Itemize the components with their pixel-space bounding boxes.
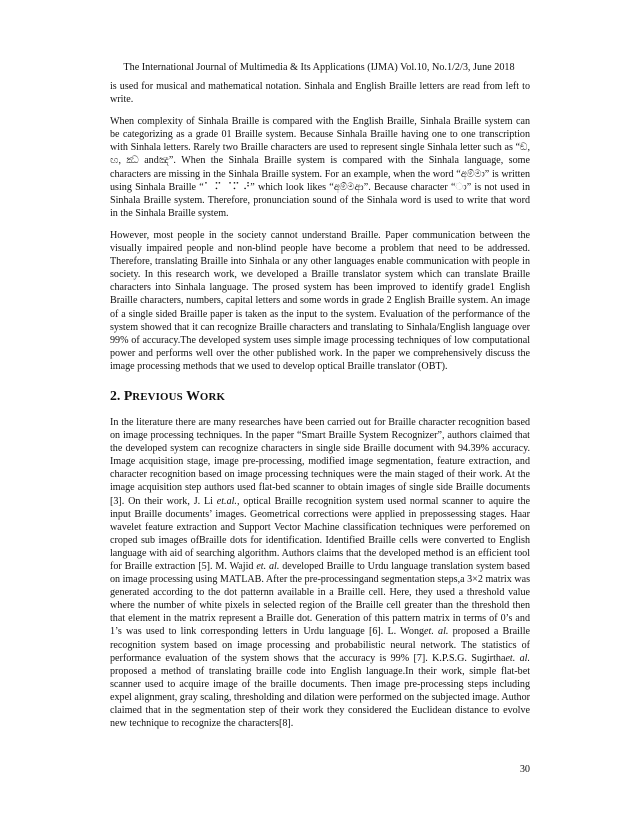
p4-text-5: proposed a method of translating braille code into English language.In their work, simple flat-bet scanner used to acquire image of the braille documents. Then image pre-processing steps including expel alignment, gray scaling, thresholding and dilation were performed on the subjected image. Author claimed that in the segmentation step of their work they considered the Euclidean distance to evolve new technique to recognize the characters[8]. bbox=[110, 665, 530, 730]
section-title-word2-rest: ORK bbox=[199, 390, 226, 403]
page-number: 30 bbox=[519, 764, 530, 775]
p4-text-2: optical Braille recognition system used normal scanner to aquire the input Braille documents’ images. Geometrical corrections were applied in prepossessing stages. Haar wavelet feature extraction and Support Vector Machine classification techniques were perforemed on croped sub images ofBraille dots for identification. Identified Braille cells were converted to English language with aid of searching algorithm. Authors claims that the developed method is an efficient tool for Braille extraction [5]. M. Wajid bbox=[110, 495, 530, 572]
p4-text-3: developed Braille to Urdu language translation system based on image processing using MATLAB. After the pre-processingand segmentation steps,a 3×2 matrix was generated according to the dot patternn available in a Braille cell. Here, they used a threshold value where the number of white pixels in selected region of the Braille cell greater than the threshold then that element in the matrix represent a Braille dot. Generation of this pattern matrix in terms of 0’s and 1’s was used to link corresponding letters in Urdu language [6]. L. Wong bbox=[110, 561, 531, 638]
paragraph-2: When complexity of Sinhala Braille is compared with the English Braille, Sinhala Braille system can be categorizing as a grade 01 Braille system. Because Sinhala Braille having one to one transcription with Sinhala letters. Rarely two Braille characters are used to represent single Sinhala letter such as “ඞ, ඟ, ඣ andඤ”. When the Sinhala Braille system is compared with the Sinhala language, some characters are missing in the Sinhala Braille system. For an example, when the word “අම්මා” is written using Sinhala Braille “⠁ ⠍ ⠈⠍ ⠜” which look likes “අම්මආ”. Because character “ා” is not used in Sinhala Braille system. Therefore, pronunciation sound of the Sinhala word is used to write that word in the Sinhala Braille system. bbox=[110, 116, 530, 219]
section-title-initial: P bbox=[123, 387, 133, 403]
paragraph-1: is used for musical and mathematical notation. Sinhala and English Braille letters are read from left to write. bbox=[110, 81, 530, 106]
paragraph-3: However, most people in the society cannot understand Braille. Paper communication between the visually impaired people and non-blind people have become a problem that need to be addressed. Therefore, translating Braille into Sinhala or any other languages enable communication with people in society. In this research work, we developed a Braille translator system which can translate Braille characters into Sinhala language. The prosed system has been improved to identify grade1 English Braille characters, numbers, capital letters and some words in grade 2 English Braille system. An image of a single sided Braille paper is taken as the input to the system. Evaluation of the performance of the system showed that it can recognize Braille characters and translating to Sinhala/English language over 99% of accuracy.The developed system uses simple image processing techniques of low computational power and performs well over the other published work. In the paper we comprehensively discuss the image processing methods that we used to develop optical Braille translator (OBT). bbox=[110, 229, 530, 372]
p4-etal-3: et. al. bbox=[424, 626, 449, 638]
paragraph-4 bbox=[110, 416, 530, 730]
p4-etal-2: et. al. bbox=[256, 561, 280, 572]
p4-etal-4: et. al. bbox=[505, 652, 530, 664]
p4-etal-1: et.al., bbox=[216, 495, 240, 507]
section-title-rest: REVIOUS bbox=[132, 390, 183, 403]
running-head: The International Journal of Multimedia & Its Applications (IJMA) Vol.10, No.1/2/3, June 2018 bbox=[123, 62, 515, 73]
page-body bbox=[110, 80, 530, 739]
section-heading bbox=[110, 388, 530, 405]
p4-text-4: proposed a Braille recognition system based on image processing and probabilistic neural network. The statistics of performance evaluation of the system shows that the accuracy is 99% [7]. K.P.S.G. Sugirtha bbox=[110, 626, 530, 664]
section-title-word2-initial: W bbox=[186, 387, 200, 403]
p4-text-1: In the literature there are many researches have been carried out for Braille character recognition based on image processing techniques. In the paper “Smart Braille System Recognizer”, authors claimed that the developed system can recognize characters in single side Braille document with 94.39% accuracy. Image acquisition stage, image pre-processing, modified image segmentation, feature extraction, and character recognition based on image processing techniques were the main staged of their work. At the image acquisition step authors used flat-bed scanner to obtain images of single side Braille documents [3]. On their work, J. Li bbox=[110, 416, 530, 507]
section-number: 2. bbox=[110, 387, 121, 403]
